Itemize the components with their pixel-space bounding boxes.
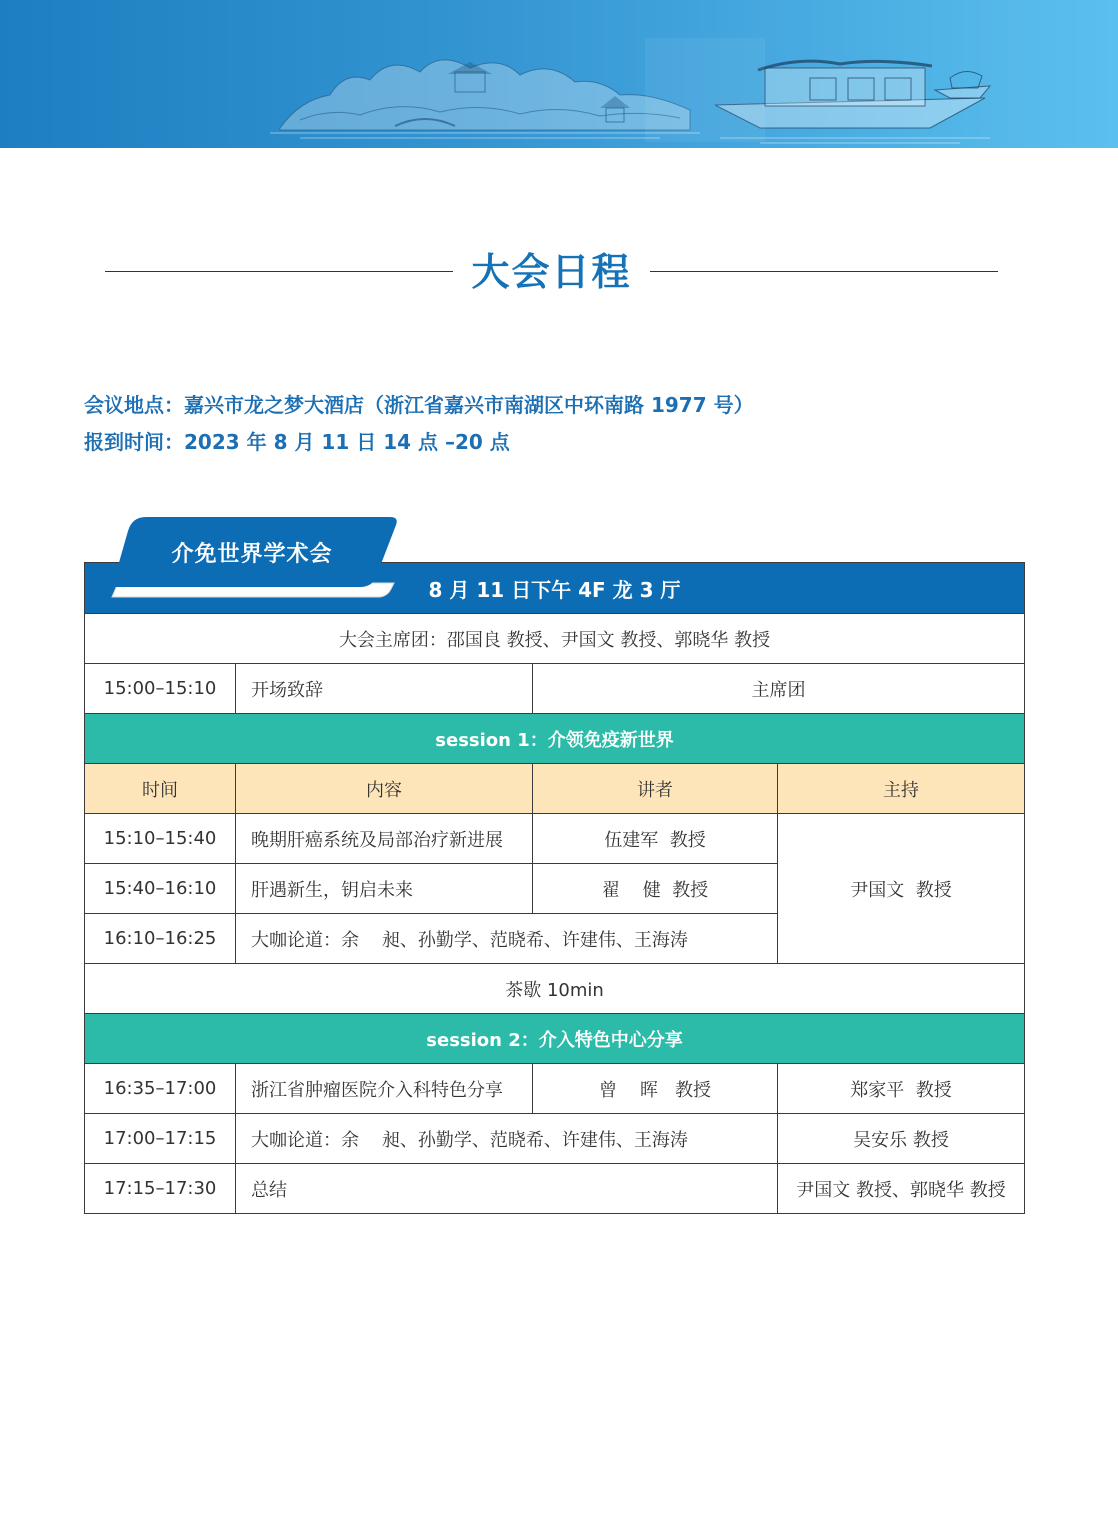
page-title: 大会日程 — [471, 250, 632, 294]
table-row — [85, 1164, 1025, 1214]
content-cell: 晚期肝癌系统及局部治疗新进展 — [236, 814, 533, 864]
title-divider-left — [105, 271, 453, 272]
tea-break-row — [85, 964, 1025, 1014]
session-header-text: 8 月 11 日下午 4F 龙 3 厅 — [428, 577, 681, 602]
host-cell: 尹国文 教授、郭晓华 教授 — [778, 1164, 1025, 1214]
section-tab-label: 介免世界学术会 — [171, 542, 333, 567]
title-divider-right — [650, 271, 998, 272]
table-row — [85, 1114, 1025, 1164]
header-banner — [0, 0, 1118, 148]
venue-info: 会议地点：嘉兴市龙之梦大酒店（浙江省嘉兴市南湖区中环南路 1977 号） — [84, 393, 754, 417]
time-cell: 17:00–17:15 — [85, 1114, 236, 1164]
time-cell: 15:40–16:10 — [85, 864, 236, 914]
speaker-cell: 伍建军 教授 — [533, 814, 778, 864]
time-cell: 17:15–17:30 — [85, 1164, 236, 1214]
speaker-cell: 翟 健 教授 — [533, 864, 778, 914]
host-cell: 郑家平 教授 — [778, 1064, 1025, 1114]
column-header-time: 时间 — [85, 764, 236, 814]
host-cell: 主席团 — [533, 664, 1025, 714]
time-cell: 15:00–15:10 — [85, 664, 236, 714]
presidium-row — [85, 614, 1025, 664]
content-cell: 肝遇新生，钥启未来 — [236, 864, 533, 914]
content-cell: 大咖论道：余 昶、孙勤学、范晓希、许建伟、王海涛 — [236, 1114, 778, 1164]
section-tab — [108, 515, 398, 599]
session2-title: session 2：介入特色中心分享 — [85, 1014, 1025, 1064]
schedule-table — [84, 562, 1025, 1214]
time-cell: 16:35–17:00 — [85, 1064, 236, 1114]
content-cell: 浙江省肿瘤医院介入科特色分享 — [236, 1064, 533, 1114]
opening-row — [85, 664, 1025, 714]
table-row — [85, 1064, 1025, 1114]
column-header-row — [85, 764, 1025, 814]
column-header-content: 内容 — [236, 764, 533, 814]
title-row — [0, 246, 1118, 298]
content-cell: 总结 — [236, 1164, 778, 1214]
table-row — [85, 814, 1025, 864]
time-cell: 16:10–16:25 — [85, 914, 236, 964]
column-header-speaker: 讲者 — [533, 764, 778, 814]
south-lake-illustration — [0, 0, 1118, 148]
speaker-cell: 曾 晖 教授 — [533, 1064, 778, 1114]
column-header-host: 主持 — [778, 764, 1025, 814]
tea-break: 茶歇 10min — [85, 964, 1025, 1014]
checkin-info: 报到时间：2023 年 8 月 11 日 14 点 –20 点 — [84, 430, 510, 454]
time-cell: 15:10–15:40 — [85, 814, 236, 864]
session1-title-row — [85, 714, 1025, 764]
session2-title-row — [85, 1014, 1025, 1064]
session1-host-cell: 尹国文 教授 — [778, 814, 1025, 964]
content-cell: 大咖论道：余 昶、孙勤学、范晓希、许建伟、王海涛 — [236, 914, 778, 964]
content-cell: 开场致辞 — [236, 664, 533, 714]
session1-title: session 1：介领免疫新世界 — [85, 714, 1025, 764]
presidium: 大会主席团：邵国良 教授、尹国文 教授、郭晓华 教授 — [85, 614, 1025, 664]
host-cell: 吴安乐 教授 — [778, 1114, 1025, 1164]
